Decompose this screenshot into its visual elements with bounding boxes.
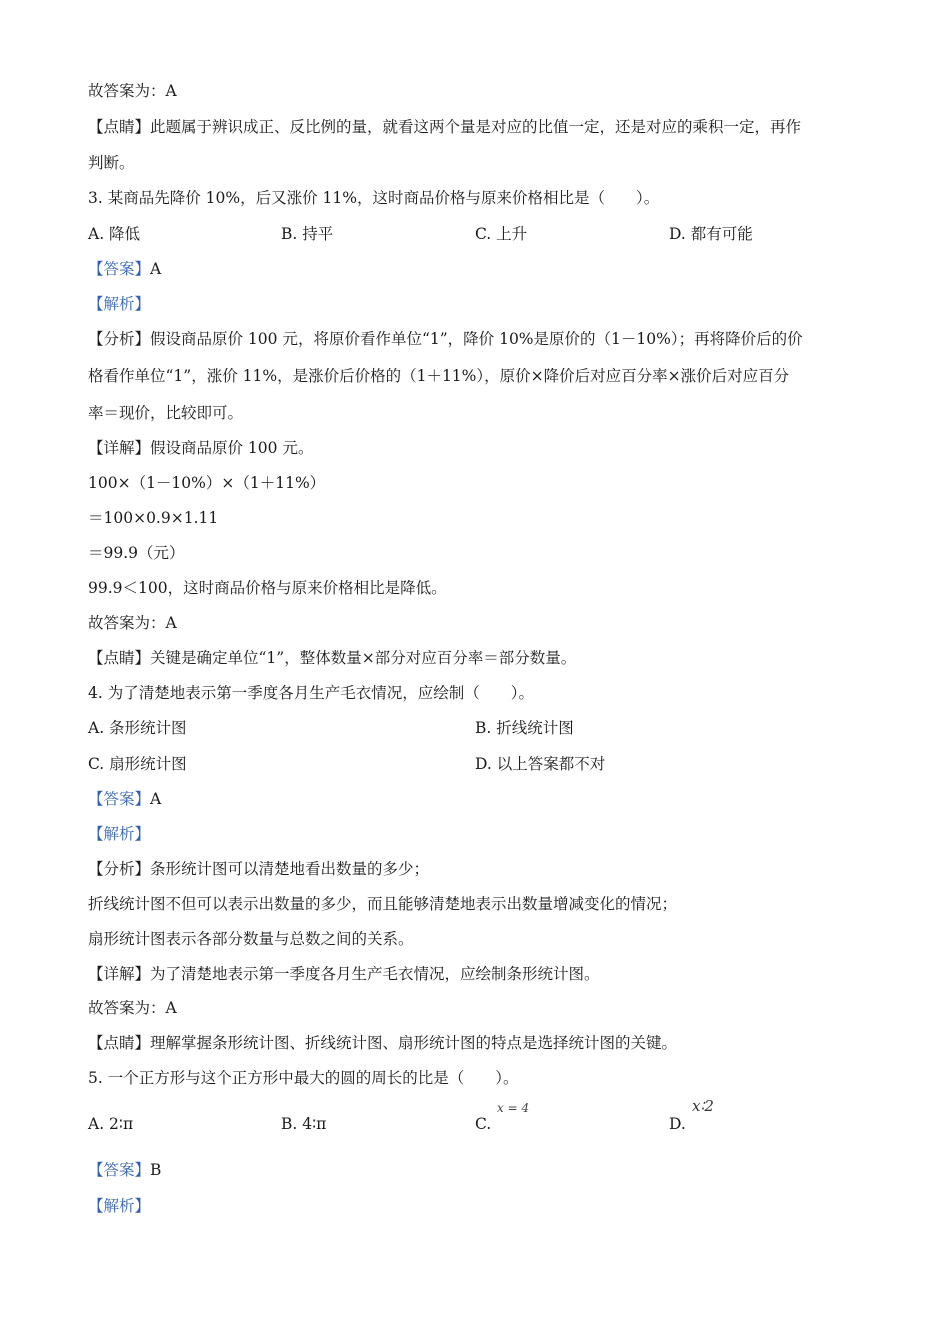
q5-option-d: D. <box>669 1115 686 1133</box>
q3-calc-1: 100×（1－10%）×（1＋11%） <box>88 474 326 492</box>
q5-answer <box>88 1160 161 1180</box>
q4-option-d: D. 以上答案都不对 <box>475 755 606 773</box>
q3-calc-3: ＝99.9（元） <box>88 544 185 562</box>
q4-analysis-3: 扇形统计图表示各部分数量与总数之间的关系。 <box>88 930 414 948</box>
q3-analysis-1: 【分析】假设商品原价 100 元，将原价看作单位“1”，降价 10%是原价的（1－10%）；再将降价后的价 <box>88 330 803 348</box>
answer-tag: 【答案】 <box>88 1161 151 1179</box>
q4-analysis-1: 【分析】条形统计图可以清楚地看出数量的多少； <box>88 860 430 878</box>
q3-answer <box>88 259 161 279</box>
q4-answer <box>88 789 161 809</box>
q3-option-b: B. 持平 <box>281 225 334 243</box>
key-point-text-cont: 判断。 <box>88 154 135 172</box>
q3-option-c: C. 上升 <box>475 225 528 243</box>
q4-analysis-tag: 【解析】 <box>88 825 151 843</box>
question-3: 3. 某商品先降价 10%，后又涨价 11%，这时商品价格与原来价格相比是（ ）。 <box>88 189 660 207</box>
q5-option-d-formula: x∶2 <box>692 1097 714 1115</box>
answer-value: B <box>150 1161 162 1179</box>
q3-key-point: 【点睛】关键是确定单位“1”，整体数量×部分对应百分率＝部分数量。 <box>88 649 577 667</box>
q4-detail: 【详解】为了清楚地表示第一季度各月生产毛衣情况，应绘制条形统计图。 <box>88 965 600 983</box>
answer-conclusion: 故答案为：A <box>88 82 177 100</box>
q5-analysis-tag: 【解析】 <box>88 1197 151 1215</box>
q4-option-a: A. 条形统计图 <box>88 719 187 737</box>
q5-option-a: A. 2∶π <box>88 1115 134 1133</box>
key-point-text: 【点睛】此题属于辨识成正、反比例的量，就看这两个量是对应的比值一定，还是对应的乘积一定，再作 <box>88 118 802 136</box>
q3-analysis-tag: 【解析】 <box>88 295 151 313</box>
q3-calc-2: ＝100×0.9×1.11 <box>88 509 219 527</box>
q4-option-c: C. 扇形统计图 <box>88 755 187 773</box>
q4-key-point: 【点睛】理解掌握条形统计图、折线统计图、扇形统计图的特点是选择统计图的关键。 <box>88 1034 678 1052</box>
q4-option-b: B. 折线统计图 <box>475 719 574 737</box>
q3-detail: 【详解】假设商品原价 100 元。 <box>88 439 314 457</box>
q3-option-d: D. 都有可能 <box>669 225 753 243</box>
q5-option-b: B. 4∶π <box>281 1115 327 1133</box>
q3-compare: 99.9＜100，这时商品价格与原来价格相比是降低。 <box>88 579 447 597</box>
q3-analysis-2: 格看作单位“1”，涨价 11%，是涨价后价格的（1＋11%），原价×降价后对应百分率×涨价后对应百分 <box>88 367 790 385</box>
q3-option-a: A. 降低 <box>88 225 141 243</box>
q4-conclusion: 故答案为：A <box>88 999 177 1017</box>
question-4: 4. 为了清楚地表示第一季度各月生产毛衣情况，应绘制（ ）。 <box>88 684 534 702</box>
answer-tag: 【答案】 <box>88 790 151 808</box>
q3-analysis-3: 率＝现价，比较即可。 <box>88 404 244 422</box>
answer-value: A <box>150 790 162 808</box>
answer-value: A <box>150 260 162 278</box>
q4-analysis-2: 折线统计图不但可以表示出数量的多少，而且能够清楚地表示出数量增减变化的情况； <box>88 895 678 913</box>
q5-option-c-formula: x = 4 <box>497 1101 530 1115</box>
answer-tag: 【答案】 <box>88 260 151 278</box>
q3-conclusion: 故答案为：A <box>88 614 177 632</box>
question-5: 5. 一个正方形与这个正方形中最大的圆的周长的比是（ ）。 <box>88 1069 519 1087</box>
q5-option-c: C. <box>475 1115 492 1133</box>
